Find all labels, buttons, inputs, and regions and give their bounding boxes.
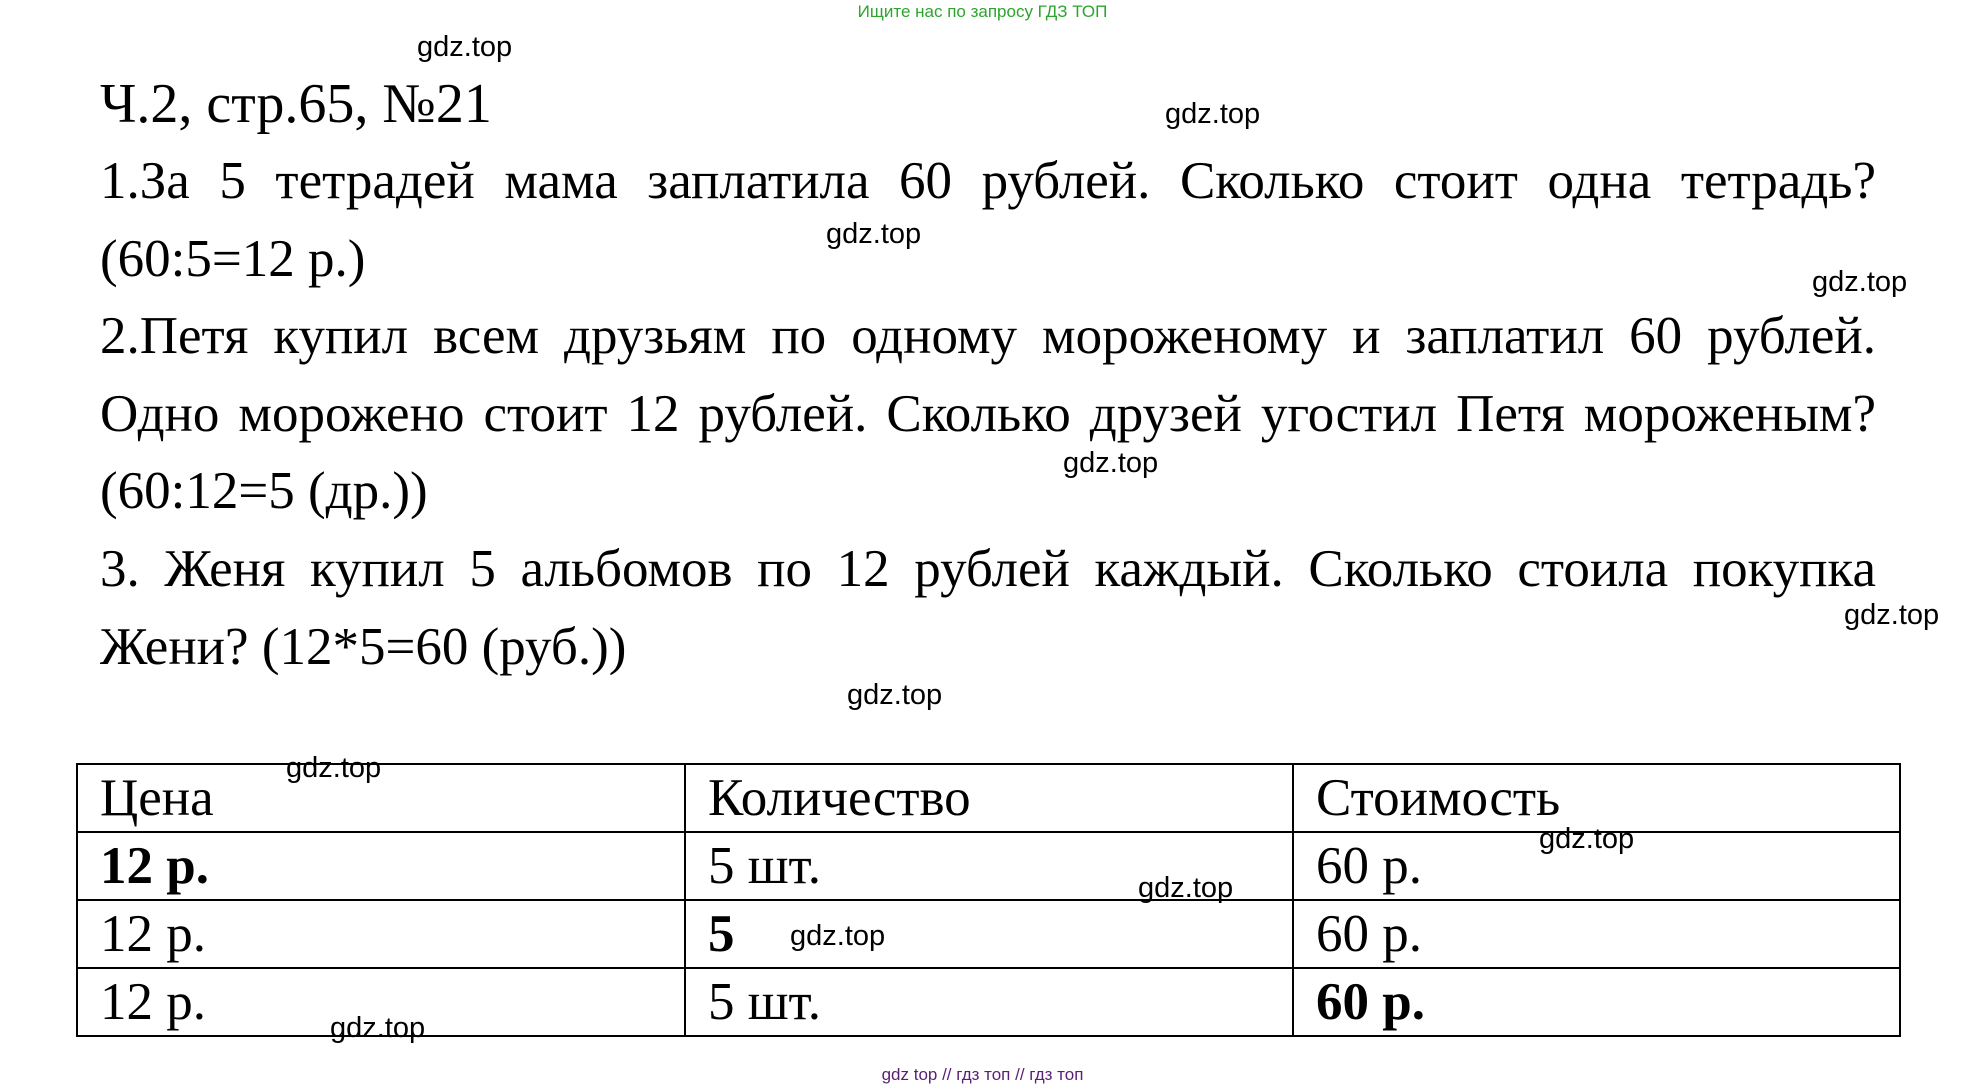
footer-links[interactable]: gdz top // гдз топ // гдз топ	[881, 1065, 1084, 1084]
header-quantity: Количество	[685, 764, 1293, 832]
problem-3: 3. Женя купил 5 альбомов по 12 рублей каждый. Сколько стоила покупка Жени? (12*5=60 (руб.))	[100, 539, 1876, 676]
cell-cost: 60 р.	[1293, 900, 1900, 968]
problem-2: 2.Петя купил всем друзьям по одному мороженому и заплатил 60 рублей. Одно морожено стоит 12 рублей. Сколько друзей угостил Петя мороженым? (60:12=5 (др.))	[100, 307, 1876, 521]
cell-cost: 60 р.	[1293, 832, 1900, 900]
cell-quantity-answer: 5	[685, 900, 1293, 968]
watermark: gdz.top	[847, 679, 943, 711]
watermark: gdz.top	[1844, 599, 1940, 631]
cell-price: 12 р.	[77, 968, 685, 1036]
watermark: gdz.top	[1812, 266, 1908, 298]
cell-price-answer: 12 р.	[77, 832, 685, 900]
cell-cost-answer: 60 р.	[1293, 968, 1900, 1036]
watermark: gdz.top	[1539, 823, 1635, 855]
problem-1: 1.За 5 тетрадей мама заплатила 60 рублей. Сколько стоит одна тетрадь? (60:5=12 р.)	[100, 152, 1876, 288]
watermark: gdz.top	[1165, 98, 1261, 130]
header-price: Цена	[77, 764, 685, 832]
watermark: gdz.top	[286, 752, 382, 784]
page-title: Ч.2, стр.65, №21	[100, 73, 492, 135]
watermark: gdz.top	[790, 920, 886, 952]
search-banner[interactable]: Ищите нас по запросу ГДЗ ТОП	[857, 2, 1108, 21]
cell-quantity: 5 шт.	[685, 968, 1293, 1036]
cell-quantity: 5 шт.	[685, 832, 1293, 900]
problem-text	[100, 143, 1876, 686]
cell-price: 12 р.	[77, 900, 685, 968]
watermark: gdz.top	[417, 31, 513, 63]
header-cost: Стоимость	[1293, 764, 1900, 832]
table-row	[77, 900, 1900, 968]
watermark: gdz.top	[1138, 872, 1234, 904]
price-quantity-cost-table	[76, 763, 1901, 1037]
watermark: gdz.top	[826, 218, 922, 250]
watermark: gdz.top	[1063, 447, 1159, 479]
watermark: gdz.top	[330, 1012, 426, 1044]
